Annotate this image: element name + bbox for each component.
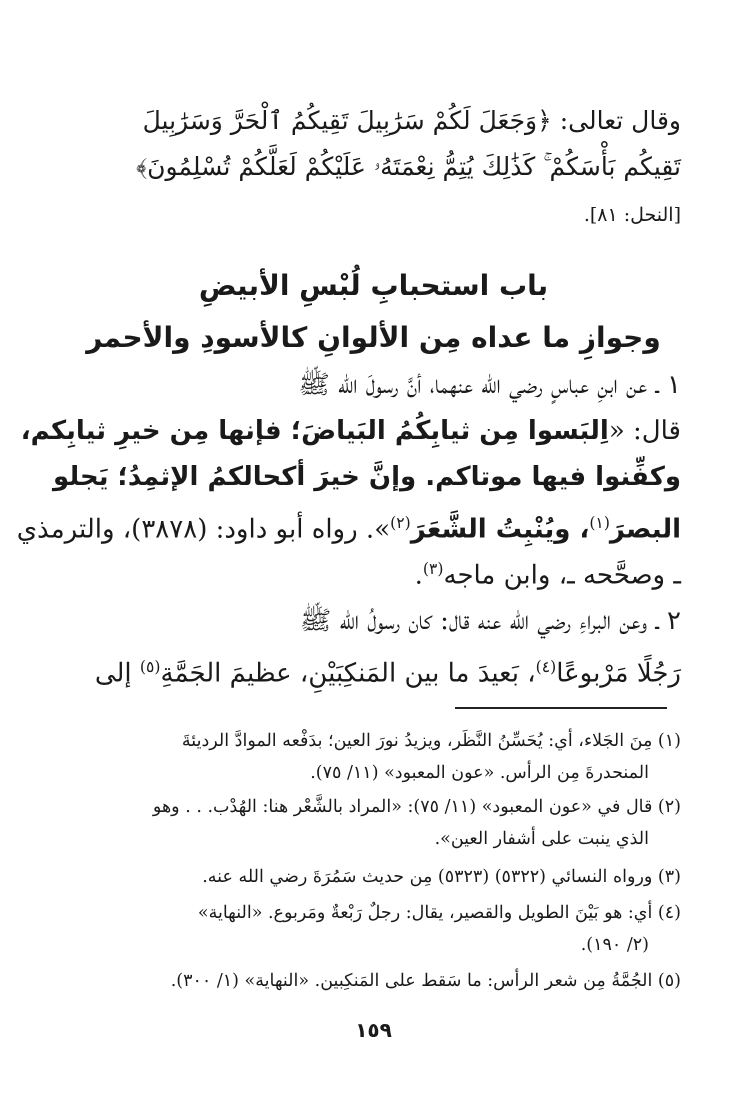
footnote-1-line-2: المنحدرةَ مِن الرأس. «عون المعبود» (١١/ ٧٥). <box>310 763 649 783</box>
chapter-title-line-2: وجوازِ ما عداه مِن الألوانِ كالأسودِ والأحمر <box>86 321 661 354</box>
hadith1-quote-start: اِلبَسوا مِن ثيابِكُمُ البَياضَ؛ فإنها مِن خيرِ ثيابِكم، <box>20 416 609 446</box>
footnote-ref-4[interactable]: (٤) <box>535 658 557 676</box>
footnote-ref-1[interactable]: (١) <box>589 514 610 532</box>
hadith1-line-3: وكفِّنوا فيها موتاكم. وإنَّ خيرَ أكحالكمُ الإثمِدُ؛ يَجلو <box>53 462 681 492</box>
hadith1-line-2 <box>20 410 681 454</box>
footnote-3: (٣) ورواه النسائي (٥٣٢٢) (٥٣٢٣) مِن حديث سَمُرَةَ رضي الله عنه. <box>202 867 681 887</box>
hadith1-source: ». رواه أبو داود: (٣٨٧٨)، والترمذي <box>16 514 391 545</box>
footnote-4-line-2: (٢/ ١٩٠). <box>580 935 649 955</box>
hadith1-end: . <box>414 560 423 591</box>
hadith1-line-4 <box>16 502 681 546</box>
footnote-ref-2[interactable]: (٢) <box>390 514 411 532</box>
hadith1-line-2-prefix: قال: « <box>608 416 681 446</box>
hadith2-continue: إلى <box>94 658 140 689</box>
quran-line-2: تَقِيكُم بَأْسَكُمْ ۚ كَذَٰلِكَ يُتِمُّ نِعْمَتَهُۥ عَلَيْكُمْ لَعَلَّكُمْ تُسْلِمُونَ﴾ <box>136 152 681 181</box>
hadith1-word-shaar: ، ويُنْبِتُ الشَّعَرَ <box>410 514 590 545</box>
footnote-2-line-2: الذي ينبت على أشفار العين». <box>434 829 649 849</box>
footnote-separator <box>455 707 667 709</box>
footnote-2-line-1: (٢) قال في «عون المعبود» (١١/ ٧٥): «المراد بالشَّعْر هنا: الهُدْب. . . وهو <box>152 797 681 817</box>
hadith1-line-5 <box>61 548 681 592</box>
hadith1-line-1: ١ ـ عن ابنِ عباسٍ رضي الله عنهما، أنَّ رسولَ الله ﷺ <box>298 370 681 400</box>
footnote-5: (٥) الجُمَّةُ مِن شعر الرأس: ما سَقط على المَنكِبين. «النهاية» (١/ ٣٠٠). <box>170 971 681 991</box>
hadith1-grading: ـ وصحَّحه ـ، وابن ماجه <box>443 560 681 591</box>
footnote-ref-3[interactable]: (٣) <box>422 560 444 578</box>
footnote-4-line-1: (٤) أي: هو بَيْنَ الطويل والقصير، يقال: رجلٌ رَبْعةٌ ومَربوع. «النهاية» <box>197 903 681 923</box>
hadith2-line-1: ٢ ـ وعن البراءِ رضي الله عنه قال: كان رسولُ الله ﷺ <box>299 606 681 636</box>
chapter-title-line-1: باب استحبابِ لُبْسِ الأبيضِ <box>198 269 549 302</box>
footnote-ref-5[interactable]: (٥) <box>139 658 161 676</box>
quran-line-1: وقال تعالى: ﴿وَجَعَلَ لَكُمْ سَرَٰبِيلَ تَقِيكُمُ ٱلْحَرَّ وَسَرَٰبِيلَ <box>142 106 681 135</box>
quran-reference: [النحل: ٨١]. <box>583 204 681 226</box>
footnote-1-line-1: (١) مِنَ الجَلاء، أي: يُحَسِّنُ النَّظَر، ويزيدُ نورَ العين؛ بدَفْعه الموادَّ الرديئةَ <box>181 731 681 751</box>
hadith2-description: ، بَعيدَ ما بين المَنكِبَيْنِ، عظيمَ الجَمَّةِ <box>160 658 536 689</box>
hadith1-word-basar: البصرَ <box>609 514 681 545</box>
page-number: ١٥٩ <box>355 1018 392 1042</box>
hadith2-word-marbua: رَجُلًا مَرْبوعًا <box>556 658 681 689</box>
hadith2-line-2 <box>61 646 681 690</box>
